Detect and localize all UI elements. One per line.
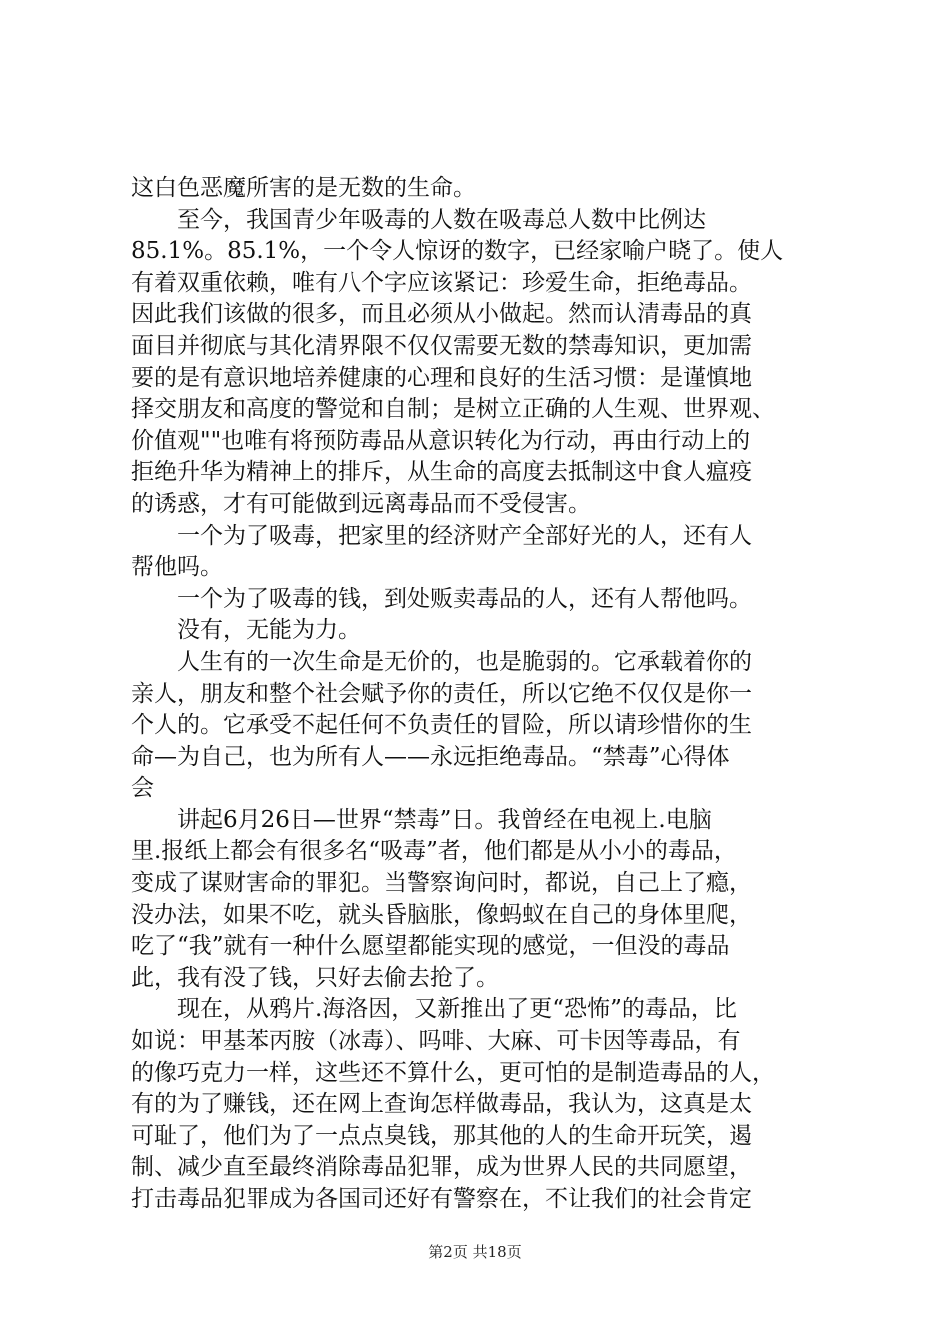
- text-line: 里.报纸上都会有很多名“吸毒”者，他们都是从小小的毒品，: [131, 838, 737, 865]
- text-line: 的像巧克力一样，这些还不算什么，更可怕的是制造毒品的人，: [131, 1059, 775, 1086]
- text-line: 的诱惑，才有可能做到远离毒品而不受侵害。: [131, 490, 591, 517]
- text-line: 面目并彻底与其化清界限不仅仅需要无数的禁毒知识，更加需: [131, 332, 752, 359]
- text-line: 制、减少直至最终消除毒品犯罪，成为世界人民的共同愿望，: [131, 1154, 752, 1181]
- page-footer: 第2页 共18页: [428, 1243, 522, 1261]
- text-line: 变成了谋财害命的罪犯。当警察询问时，都说，自己上了瘾，: [131, 870, 752, 897]
- text-line: 帮他吗。: [131, 554, 223, 581]
- text-line: 85.1%。85.1%，一个令人惊讶的数字，已经家喻户晓了。使人: [131, 238, 784, 265]
- text-line: 择交朋友和高度的警觉和自制；是树立正确的人生观、世界观、: [131, 396, 775, 423]
- text-line: 可耻了，他们为了一点点臭钱，那其他的人的生命开玩笑，遏: [131, 1122, 752, 1149]
- body-text: [131, 173, 831, 1216]
- text-line: 命—为自己，也为所有人——永远拒绝毒品。“禁毒”心得体: [131, 743, 730, 770]
- text-line: 价值观""也唯有将预防毒品从意识转化为行动，再由行动上的: [131, 427, 751, 454]
- text-line: 亲人，朋友和整个社会赋予你的责任，所以它绝不仅仅是你一: [131, 680, 752, 707]
- text-line: 拒绝升华为精神上的排斥，从生命的高度去抵制这中食人瘟疫: [131, 459, 752, 486]
- text-line: 讲起6月26日—世界“禁毒”日。我曾经在电视上.电脑: [131, 806, 712, 833]
- text-line: 一个为了吸毒的钱，到处贩卖毒品的人，还有人帮他吗。: [131, 585, 752, 612]
- text-line: 一个为了吸毒，把家里的经济财产全部好光的人，还有人: [131, 522, 752, 549]
- text-line: 人生有的一次生命是无价的，也是脆弱的。它承载着你的: [131, 648, 752, 675]
- text-line: 有的为了赚钱，还在网上查询怎样做毒品，我认为，这真是太: [131, 1091, 752, 1118]
- text-line: 没办法，如果不吃，就头昏脑胀，像蚂蚁在自己的身体里爬，: [131, 901, 752, 928]
- text-line: 这白色恶魔所害的是无数的生命。: [131, 175, 476, 201]
- text-line: 如说：甲基苯丙胺（冰毒）、吗啡、大麻、可卡因等毒品，有: [131, 1028, 741, 1055]
- text-line: 打击毒品犯罪成为各国司还好有警察在，不让我们的社会肯定: [131, 1186, 752, 1212]
- text-line: 个人的。它承受不起任何不负责任的冒险，所以请珍惜你的生: [131, 712, 752, 739]
- text-line: 至今，我国青少年吸毒的人数在吸毒总人数中比例达: [131, 206, 706, 233]
- text-line: 有着双重依赖，唯有八个字应该紧记：珍爱生命，拒绝毒品。: [131, 269, 752, 296]
- text-line: 没有，无能为力。: [131, 617, 361, 644]
- text-line: 吃了“我”就有一种什么愿望都能实现的感觉，一但没的毒品: [131, 933, 730, 960]
- text-line: 此，我有没了钱，只好去偷去抢了。: [131, 964, 499, 991]
- text-line: 因此我们该做的很多，而且必须从小做起。然而认清毒品的真: [131, 301, 752, 328]
- text-line: 现在，从鸦片.海洛因，又新推出了更“恐怖”的毒品，比: [131, 996, 737, 1023]
- text-line: 会: [131, 775, 154, 802]
- text-line: 要的是有意识地培养健康的心理和良好的生活习惯：是谨慎地: [131, 364, 752, 391]
